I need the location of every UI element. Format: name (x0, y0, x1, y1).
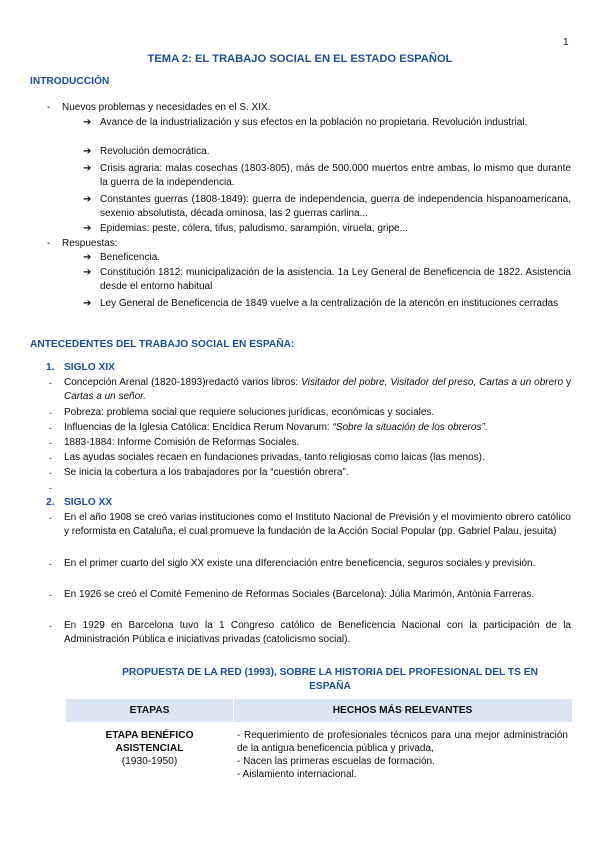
table-row (66, 722, 572, 781)
bullet-marker: - (49, 513, 52, 523)
etapa-name: ETAPA BENÉFICO ASISTENCIAL (105, 730, 194, 754)
s19-informe: 1883-1884: Informe Comisión de Reformas Sociales. (64, 437, 300, 448)
arrow-icon: ➔ (83, 267, 92, 278)
arrow-icon: ➔ (83, 194, 92, 205)
bullet-marker: - (49, 408, 52, 418)
hechos-cell (233, 722, 572, 781)
intro-heading: INTRODUCCIÓN (30, 76, 110, 87)
s20-1908: En el año 1908 se creó varias instituciones como el Instituto Nacional de Previsión y el movimiento obrero católico y reformista en Cataluña, el cual promueve la fundación de la Acción Social Popular (pp. Gabriel Palau, jesuita) (64, 512, 571, 537)
bullet-marker: - (49, 621, 52, 631)
s20-1929: En 1929 en Barcelona tuvo la 1 Congreso católico de Beneficencia Nacional con la participación de la Administración Pública e iniciativas privadas (catolicismo social). (64, 620, 571, 645)
section-number: 1. (46, 362, 55, 373)
etapas-table (66, 699, 572, 781)
intro-sub-revolution: Revolución democrática. (100, 146, 210, 157)
bullet-marker: - (49, 559, 52, 569)
arrow-icon: ➔ (83, 146, 92, 157)
intro-item-responses: Respuestas: (62, 238, 118, 249)
s20-1926: En 1926 se creó el Comité Femenino de Reformas Sociales (Barcelona): Júlia Marimón, Antònia Farreras. (64, 589, 535, 600)
dash-marker: - (47, 102, 51, 113)
s19-iglesia: Influencias de la Iglesia Católica: Encídica Rerum Novarum: “Sobre la situación de los obreros”. (64, 422, 488, 433)
col-etapas-header: ETAPAS (129, 705, 170, 716)
page-number: 1 (563, 37, 569, 48)
section-number: 2. (46, 497, 55, 508)
etapa-years: (1930-1950) (121, 756, 178, 767)
hecho-line: - Aislamiento internacional. (237, 769, 357, 780)
arrow-icon: ➔ (83, 252, 92, 263)
arrow-icon: ➔ (83, 163, 92, 174)
table-divider (233, 699, 234, 722)
dash-marker: - (47, 238, 51, 249)
bullet-marker: - (49, 483, 52, 493)
propuesta-heading: PROPUESTA DE LA RED (1993), SOBRE LA HISTORIA DEL PROFESIONAL DEL TS EN ESPAÑA (122, 667, 538, 692)
table-header (66, 699, 572, 722)
intro-sub-beneficence: Beneficencia. (100, 252, 161, 263)
arrow-icon: ➔ (83, 223, 92, 234)
bullet-marker: - (49, 378, 52, 388)
s19-poverty: Pobreza: problema social que requiere soluciones jurídicas, económicas y sociales. (64, 407, 435, 418)
s19-cobertura: Se inicia la cobertura a los trabajadores por la “cuestión obrera”. (64, 467, 349, 478)
document-title: TEMA 2: EL TRABAJO SOCIAL EN EL ESTADO ESPAÑOL (147, 53, 453, 65)
arrow-icon: ➔ (83, 298, 92, 309)
intro-sub-crisis: Crisis agraria: malas cosechas (1803-805), más de 500.000 muertos entre ambas, lo mismo que durante la guerra de la independencia. (100, 163, 571, 188)
intro-sub-constitution: Constitución 1812: municipalización de la asistencia. 1a Ley General de Beneficencia de 1822. Asistencia desde el entorno habitual (100, 267, 571, 292)
bullet-marker: - (49, 438, 52, 448)
bullet-marker: - (49, 590, 52, 600)
etapa-cell (66, 722, 233, 781)
intro-sub-epidemics: Epidemias: peste, cólera, tifus, paludismo, sarampión, viruela, gripe... (100, 223, 408, 234)
bullet-marker: - (49, 468, 52, 478)
intro-item-problems: Nuevos problemas y necesidades en el S. XIX. (62, 102, 271, 113)
intro-sub-industrialization: Avance de la industrialización y sus efectos en la población no propietaria. Revolución industrial. (100, 117, 528, 128)
s20-primer-cuarto: En el primer cuarto del siglo XX existe una dIferenciación entre beneficencia, seguros sociales y previsión. (64, 558, 536, 569)
intro-sub-wars: Constantes guerras (1808-1849): guerra de independencia, guerra de independencia hispanoamericana, sexenio absolutista, década ominosa, las 2 guerras carlina... (100, 194, 571, 219)
section-siglo-xix: SIGLO XIX (64, 362, 115, 373)
s19-ayudas: Las ayudas sociales recaen en fundaciones privadas, tanto religiosas como laicas (las menos). (64, 452, 485, 463)
col-hechos-header: HECHOS MÁS RELEVANTES (332, 705, 473, 716)
hecho-line: - Nacen las primeras escuelas de formación. (237, 756, 435, 767)
arrow-icon: ➔ (83, 117, 92, 128)
s19-arenal: Concepción Arenal (1820-1893)redactó varios libros: Visitador del pobre, Visitador del preso, Cartas a un obrero y Cartas a un señor. (64, 377, 572, 402)
bullet-marker: - (49, 423, 52, 433)
section-siglo-xx: SIGLO XX (64, 497, 113, 508)
intro-sub-law1849: Ley General de Beneficencia de 1849 vuelve a la centralización de la atencón en instituciones cerradas (100, 298, 559, 309)
antecedentes-heading: ANTECEDENTES DEL TRABAJO SOCIAL EN ESPAÑA: (30, 339, 295, 350)
bullet-marker: - (49, 453, 52, 463)
hecho-line: - Requerimiento de profesionales técnicos para una mejor administración de la antigua beneficencia pública y privada, (237, 730, 568, 754)
